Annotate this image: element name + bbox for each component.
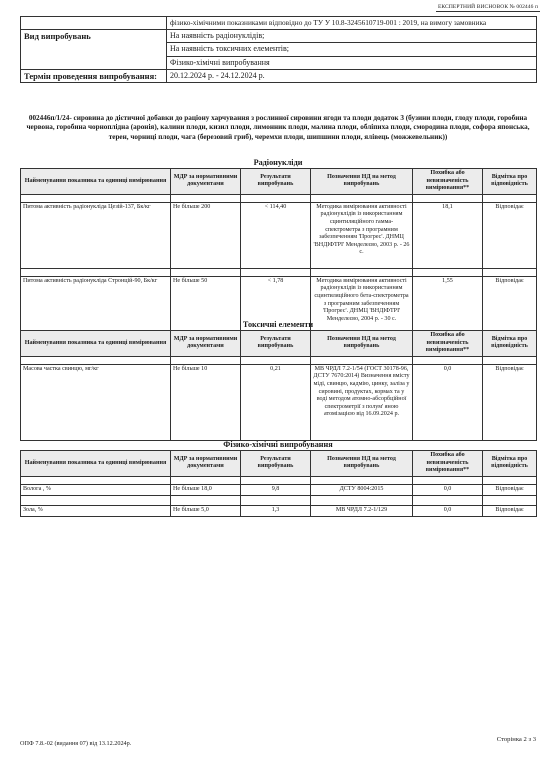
sample-code: 002446п/1/24- bbox=[28, 114, 72, 122]
col-result-header: Результати випробувань bbox=[241, 331, 311, 357]
cell-mdr: Не більше 200 bbox=[171, 202, 241, 268]
radionuclides-table bbox=[20, 168, 537, 343]
col-error-header: Похибка або невизначеність вимірювання** bbox=[413, 169, 483, 195]
cell-compliance: Відповідає bbox=[483, 276, 537, 342]
cell-error: 1,55 bbox=[413, 276, 483, 342]
info-key bbox=[21, 43, 167, 56]
info-row bbox=[21, 56, 537, 69]
table-header-row bbox=[21, 169, 537, 195]
col-method-header: Позначення НД на метод випробувань bbox=[311, 169, 413, 195]
cell-result: < 1,78 bbox=[241, 276, 311, 342]
table-header-row bbox=[21, 451, 537, 477]
cell-error: 0,0 bbox=[413, 364, 483, 440]
cell-error: 0,0 bbox=[413, 484, 483, 495]
info-row bbox=[21, 43, 537, 56]
sample-text: сировина до дієтичної добавки до раціону харчування з рослинної сировини ягоди та плоди додаток 3 (бузини плоди, глоду плоди, горобина червона, горобина чорноплідна (аронія), калини плоди, кизил плоди, лимонник плоди, малина плоди, обліпиха плоди, смородина плоди, софора японська, терен, чорниці плоди, чага (березовий гриб), черемхи плоди, шипшини плоди, ялівець (можжевельник)) bbox=[26, 114, 530, 141]
cell-method: Методика вимірювання активності радіонуклідів із використанням сцинтиляційного гамма-спектрометра з програмним забезпеченням 'Прогрес'. ДНМЦ 'ВНДІФТРІ' Менделєєво, 2003 р. - 26 с. bbox=[311, 202, 413, 268]
table-row bbox=[21, 364, 537, 440]
info-value: 20.12.2024 р. - 24.12.2024 р. bbox=[167, 69, 537, 82]
col-result-header: Результати випробувань bbox=[241, 169, 311, 195]
cell-error: 0,0 bbox=[413, 505, 483, 516]
cell-method: ДСТУ 8004:2015 bbox=[311, 484, 413, 495]
conclusion-number-note: ЕКСПЕРТНИЙ ВИСНОВОК № 002446 п bbox=[437, 4, 538, 10]
info-value: На наявність радіонуклідів; bbox=[167, 30, 537, 43]
section-title-toxic: Токсичні елементи bbox=[242, 320, 314, 329]
info-row bbox=[21, 30, 537, 43]
cell-method: Методика вимірювання активності радіонуклідів із використанням сцинтиляційного бета-спектрометра з програмним забезпеченням 'Прогрес'. ДНМЦ 'ВНДІФТРІ' Менделєєво, 2004 р. - 30 с. bbox=[311, 276, 413, 342]
col-result-header: Результати випробувань bbox=[241, 451, 311, 477]
col-method-header: Позначення НД на метод випробувань bbox=[311, 331, 413, 357]
info-value: На наявність токсичних елементів; bbox=[167, 43, 537, 56]
cell-method: МВ ЧРДЛ 7.2-1/129 bbox=[311, 505, 413, 516]
cell-name: Масова частка свинцю, мг/кг bbox=[21, 364, 171, 440]
toxic-elements-table bbox=[20, 330, 537, 441]
cell-result: 1,3 bbox=[241, 505, 311, 516]
col-mdr-header: МДР за нормативними документами bbox=[171, 331, 241, 357]
info-row bbox=[21, 17, 537, 30]
col-name-header: Найменування показника та одиниці вимірювання bbox=[21, 331, 171, 357]
info-key bbox=[21, 56, 167, 69]
col-compliance-header: Відмітка про відповідність bbox=[483, 451, 537, 477]
table-row bbox=[21, 484, 537, 495]
table-row bbox=[21, 505, 537, 516]
col-compliance-header: Відмітка про відповідність bbox=[483, 169, 537, 195]
cell-compliance: Відповідає bbox=[483, 505, 537, 516]
col-mdr-header: МДР за нормативними документами bbox=[171, 451, 241, 477]
cell-result: 0,21 bbox=[241, 364, 311, 440]
section-title-physchem: Фізико-хімічні випробування bbox=[223, 440, 333, 449]
cell-name: Зола, % bbox=[21, 505, 171, 516]
cell-name: Питома активність радіонукліда Стронцій-90, Бк/кг bbox=[21, 276, 171, 342]
cell-mdr: Не більше 5,0 bbox=[171, 505, 241, 516]
col-name-header: Найменування показника та одиниці вимірювання bbox=[21, 451, 171, 477]
info-value: Фізико-хімічні випробування bbox=[167, 56, 537, 69]
physchem-table bbox=[20, 450, 537, 517]
col-error-header: Похибка або невизначеність вимірювання** bbox=[413, 331, 483, 357]
col-compliance-header: Відмітка про відповідність bbox=[483, 331, 537, 357]
info-key: Вид випробувань bbox=[21, 30, 167, 43]
cell-error: 18,1 bbox=[413, 202, 483, 268]
cell-compliance: Відповідає bbox=[483, 364, 537, 440]
cell-mdr: Не більше 18,0 bbox=[171, 484, 241, 495]
cell-mdr: Не більше 50 bbox=[171, 276, 241, 342]
cell-compliance: Відповідає bbox=[483, 202, 537, 268]
table-header-row bbox=[21, 331, 537, 357]
cell-result: < 114,40 bbox=[241, 202, 311, 268]
cell-result: 9,8 bbox=[241, 484, 311, 495]
col-error-header: Похибка або невизначеність вимірювання** bbox=[413, 451, 483, 477]
info-key bbox=[21, 17, 167, 30]
info-value: фізико-хімічними показниками відповідно до ТУ У 10.8-3245610719-001 : 2019, на вимогу замовника bbox=[167, 17, 537, 30]
info-key: Термін проведення випробування: bbox=[21, 69, 167, 82]
info-table bbox=[20, 16, 537, 83]
sample-description bbox=[20, 114, 536, 142]
cell-method: МВ ЧРДЛ 7.2-1/54 (ГОСТ 30178-96, ДСТУ 7670:2014) Визначення вмісту міді, свинцю, кадмію, цинку, заліза у сировині, продуктах, кормах та у воді методом атомно-абсорбційної спектрометрії з полум' яною атомізацією від 16.09.2024 р. bbox=[311, 364, 413, 440]
col-mdr-header: МДР за нормативними документами bbox=[171, 169, 241, 195]
cell-compliance: Відповідає bbox=[483, 484, 537, 495]
cell-mdr: Не більше 10 bbox=[171, 364, 241, 440]
table-row bbox=[21, 202, 537, 268]
form-footer: ОПФ 7.8.-02 (видання 07) від 13.12.2024р. bbox=[20, 740, 132, 747]
section-title-radionuclides: Радіонукліди bbox=[253, 158, 303, 167]
cell-name: Питома активність радіонукліда Цезій-137, Бк/кг bbox=[21, 202, 171, 268]
col-method-header: Позначення НД на метод випробувань bbox=[311, 451, 413, 477]
col-name-header: Найменування показника та одиниці вимірювання bbox=[21, 169, 171, 195]
page-number: Сторінка 2 з 3 bbox=[496, 736, 536, 743]
info-row bbox=[21, 69, 537, 82]
cell-name: Волога , % bbox=[21, 484, 171, 495]
